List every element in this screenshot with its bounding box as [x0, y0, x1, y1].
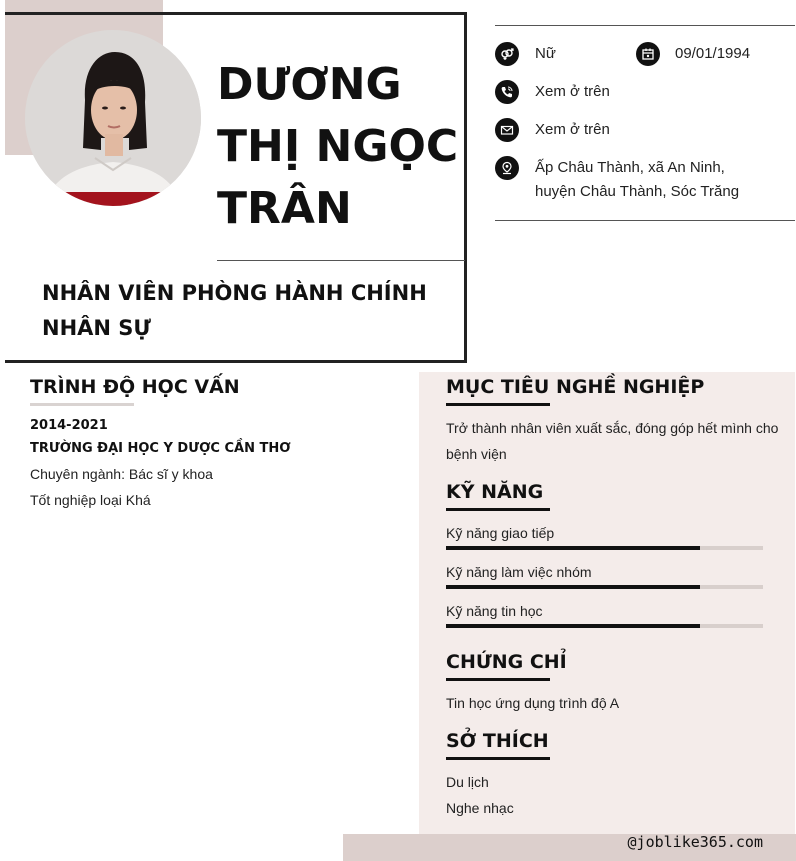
hobbies-underline [446, 757, 550, 760]
watermark-text: @joblike365.com [627, 833, 763, 851]
name-line-3: TRÂN [217, 183, 352, 234]
profile-photo [25, 30, 201, 206]
education-underline [30, 403, 134, 406]
objective-line-1: Trở thành nhân viên xuất sắc, đóng góp hết mình cho [446, 420, 779, 436]
location-icon [495, 156, 519, 180]
phone-value: Xem ở trên [535, 83, 610, 100]
hobby-item-1: Du lịch [446, 774, 489, 790]
certificates-title: CHỨNG CHỈ [446, 651, 567, 673]
education-title: TRÌNH ĐỘ HỌC VẤN [30, 376, 240, 398]
objective-text [446, 415, 786, 467]
skill-bar-1 [446, 546, 763, 550]
contact-phone [495, 80, 610, 104]
skill-bar-3 [446, 624, 763, 628]
education-period: 2014-2021 [30, 418, 108, 433]
objective-underline [446, 403, 550, 406]
job-title [42, 276, 442, 346]
birthday-value: 09/01/1994 [675, 45, 751, 62]
contact-gender [495, 42, 556, 66]
phone-icon [495, 80, 519, 104]
contact-top-divider [495, 25, 795, 26]
contact-birthday [636, 42, 750, 66]
certificates-underline [446, 678, 550, 681]
skill-bar-2 [446, 585, 763, 589]
hobbies-title: SỞ THÍCH [446, 730, 549, 752]
skill-label-2: Kỹ năng làm việc nhóm [446, 564, 592, 580]
email-value: Xem ở trên [535, 121, 610, 138]
address-value [535, 156, 739, 204]
full-name [217, 54, 462, 240]
mail-icon [495, 118, 519, 142]
skill-fill-3 [446, 624, 700, 628]
job-title-line-2: NHÂN SỰ [42, 316, 151, 340]
calendar-icon [636, 42, 660, 66]
contact-bottom-divider [495, 220, 795, 221]
skill-label-1: Kỹ năng giao tiếp [446, 525, 555, 541]
skill-fill-1 [446, 546, 700, 550]
portrait-photo-icon [25, 30, 201, 206]
skill-fill-2 [446, 585, 700, 589]
contact-email [495, 118, 610, 142]
gender-icon [495, 42, 519, 66]
name-line-1: DƯƠNG [217, 59, 402, 110]
education-grade: Tốt nghiệp loại Khá [30, 492, 151, 508]
certificate-item-1: Tin học ứng dụng trình độ A [446, 695, 620, 711]
skills-title: KỸ NĂNG [446, 481, 544, 503]
job-title-line-1: NHÂN VIÊN PHÒNG HÀNH CHÍNH [42, 281, 427, 305]
name-line-2: THỊ NGỌC [217, 121, 459, 172]
hobby-item-2: Nghe nhạc [446, 800, 514, 816]
objective-title: MỤC TIÊU NGHỀ NGHIỆP [446, 376, 705, 398]
contact-address [495, 156, 739, 204]
gender-value: Nữ [535, 45, 556, 62]
education-major: Chuyên ngành: Bác sĩ y khoa [30, 466, 213, 482]
skill-label-3: Kỹ năng tin học [446, 603, 543, 619]
objective-line-2: bệnh viện [446, 446, 507, 462]
skills-underline [446, 508, 550, 511]
education-school: TRƯỜNG ĐẠI HỌC Y DƯỢC CẦN THƠ [30, 441, 291, 456]
address-line-2: huyện Châu Thành, Sóc Trăng [535, 183, 740, 200]
address-line-1: Ấp Châu Thành, xã An Ninh, [535, 159, 725, 176]
name-divider [217, 260, 465, 261]
